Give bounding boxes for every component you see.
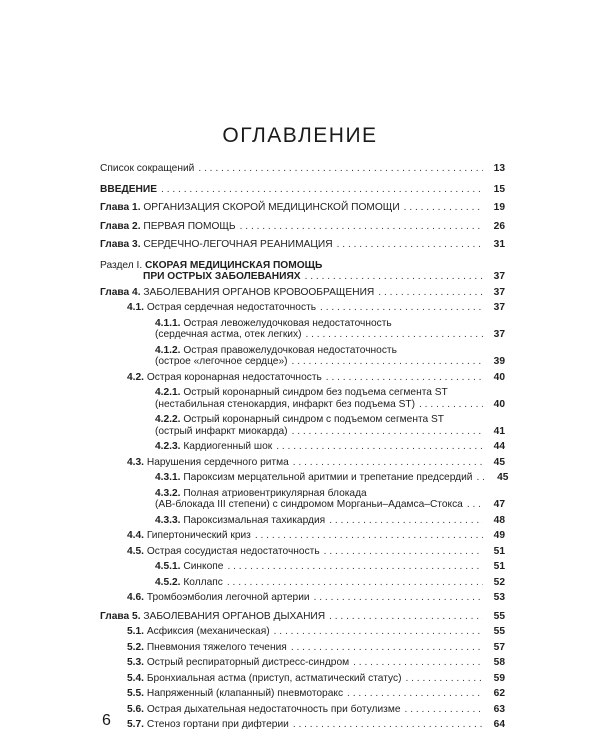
toc-entry — [100, 546, 505, 558]
toc-entry-text: Острая коронарная недостаточность — [146, 371, 322, 383]
toc-entry-text: Острый респираторный дистресс-синдром — [146, 657, 350, 668]
toc-entry-number: Глава 4. — [100, 286, 141, 298]
toc-entry — [100, 592, 505, 604]
toc-entry-text: Напряженный (клапанный) пневмоторакс — [146, 688, 344, 699]
toc-entry — [100, 704, 505, 716]
toc-entry-text: Коллапс — [183, 576, 223, 588]
page-title: ОГЛАВЛЕНИЕ — [222, 124, 378, 147]
toc-entry-text: Гипертонический криз — [146, 530, 251, 541]
toc-entry-text: Нарушения сердечного ритма — [146, 456, 289, 468]
toc-entry — [100, 163, 505, 175]
toc-page-number: 37 — [493, 302, 505, 313]
leader-dots — [291, 642, 483, 654]
toc-entry-text-continued: (нестабильная стенокардия, инфаркт без подъема ST) — [155, 398, 415, 410]
toc-entry-text: Асфиксия (механическая) — [146, 626, 270, 637]
toc-entry-text: ЗАБОЛЕВАНИЯ ОРГАНОВ ДЫХАНИЯ — [143, 610, 326, 622]
toc-entry — [100, 673, 505, 685]
leader-dots — [324, 546, 483, 558]
leader-dots — [274, 626, 483, 638]
page-number: 6 — [102, 712, 111, 729]
toc-page-number: 45 — [497, 472, 509, 483]
leader-dots — [329, 515, 483, 527]
toc-entry-text: Острая дыхательная недостаточность при ботулизме — [146, 703, 401, 715]
toc-page-number: 15 — [493, 183, 505, 195]
toc-entry-number: 4.2.1. — [155, 387, 181, 398]
toc-page-number: 51 — [493, 561, 505, 572]
toc-entry-text: Кардиогенный шок — [183, 441, 273, 452]
toc-entry — [100, 426, 505, 438]
toc-page-number: 47 — [493, 499, 505, 510]
leader-dots — [293, 719, 483, 731]
toc-page-number: 19 — [493, 202, 505, 213]
toc-page-number: 58 — [493, 657, 505, 668]
toc-entry — [100, 329, 505, 341]
toc-entry — [100, 472, 509, 484]
leader-dots — [276, 441, 483, 453]
toc-entry-number: 5.6. — [127, 703, 144, 715]
leader-dots — [314, 592, 483, 604]
toc-entry-number: 4.1.1. — [155, 317, 181, 329]
table-of-contents — [100, 163, 509, 731]
toc-page-number: 52 — [493, 576, 505, 588]
toc-entry-number: 4.1. — [127, 302, 144, 313]
toc-entry — [100, 221, 505, 233]
toc-entry-text: ПЕРВАЯ ПОМОЩЬ — [143, 220, 236, 232]
toc-entry-text: Тромбоэмболия легочной артерии — [146, 592, 310, 603]
toc-entry — [100, 457, 505, 469]
toc-page-number: 40 — [493, 398, 505, 410]
toc-entry-text: СКОРАЯ МЕДИЦИНСКАЯ ПОМОЩЬ — [145, 259, 323, 271]
leader-dots — [404, 202, 483, 214]
toc-entry-text: Острая сердечная недостаточность — [146, 302, 317, 313]
toc-entry-number: 5.7. — [127, 719, 144, 730]
leader-dots — [347, 688, 483, 700]
toc-entry — [100, 642, 505, 654]
toc-page-number: 13 — [493, 163, 505, 174]
toc-entry-text: Пароксизмальная тахикардия — [183, 514, 326, 526]
toc-page-number: 63 — [493, 703, 505, 715]
leader-dots — [476, 472, 486, 484]
toc-entry-text-continued: (острый инфаркт миокарда) — [155, 425, 288, 437]
toc-entry-number: 4.3.3. — [155, 514, 181, 526]
toc-entry-number: 4.5. — [127, 545, 144, 557]
toc-entry-first-line — [100, 318, 505, 330]
leader-dots — [353, 657, 483, 669]
toc-entry — [100, 441, 505, 453]
leader-dots — [161, 184, 483, 196]
toc-entry-number: 5.3. — [127, 657, 144, 668]
toc-entry-text: Острая сосудистая недостаточность — [146, 545, 320, 557]
toc-entry — [100, 372, 505, 384]
toc-entry-text: Полная атриовентрикулярная блокада — [183, 487, 367, 499]
toc-entry — [100, 184, 505, 196]
toc-entry-first-line — [100, 488, 505, 500]
toc-page-number: 53 — [493, 592, 505, 603]
toc-entry — [100, 356, 505, 368]
toc-entry — [100, 302, 505, 314]
toc-page-number: 37 — [493, 286, 505, 298]
leader-dots — [292, 356, 483, 368]
toc-entry-number: 4.5.2. — [155, 576, 181, 588]
toc-entry — [100, 202, 505, 214]
toc-entry-number: 4.2. — [127, 371, 144, 383]
toc-entry-number: 4.4. — [127, 530, 144, 541]
toc-entry-number: 4.3. — [127, 456, 144, 468]
leader-dots — [255, 530, 483, 542]
toc-entry-first-line — [100, 345, 505, 357]
toc-entry-first-line — [100, 387, 505, 399]
toc-entry-number: Глава 2. — [100, 220, 141, 232]
toc-entry — [100, 515, 505, 527]
toc-entry — [100, 271, 505, 283]
toc-entry-text: Пневмония тяжелого течения — [146, 641, 287, 653]
toc-entry-number: 4.1.2. — [155, 344, 181, 356]
toc-entry-number: 5.4. — [127, 672, 144, 684]
toc-entry-number: 5.1. — [127, 626, 144, 637]
toc-page-number: 62 — [493, 688, 505, 699]
leader-dots — [227, 561, 483, 573]
toc-page-number: 26 — [493, 220, 505, 232]
toc-entry — [100, 688, 505, 700]
toc-page-number: 39 — [493, 356, 505, 367]
leader-dots — [305, 329, 483, 341]
toc-entry — [100, 239, 505, 251]
toc-page-number: 37 — [493, 271, 505, 282]
toc-entry-text-continued: (острое «легочное сердце») — [155, 356, 288, 367]
toc-section-heading — [100, 260, 505, 272]
toc-entry-number: 4.6. — [127, 592, 144, 603]
toc-entry-number: Раздел I. — [100, 259, 143, 271]
leader-dots — [337, 239, 483, 251]
leader-dots — [405, 704, 483, 716]
toc-entry-number: Глава 3. — [100, 239, 141, 250]
toc-page-number: 57 — [493, 641, 505, 653]
toc-entry — [100, 561, 505, 573]
toc-entry-number: 4.2.3. — [155, 441, 181, 452]
leader-dots — [198, 163, 483, 175]
toc-entry-text-continued: (сердечная астма, отек легких) — [155, 329, 302, 340]
leader-dots — [467, 499, 483, 511]
leader-dots — [419, 399, 483, 411]
leader-dots — [292, 426, 483, 438]
toc-entry-number: Глава 5. — [100, 610, 141, 622]
toc-page-number: 55 — [493, 626, 505, 637]
toc-page-number: 44 — [493, 441, 505, 452]
toc-page-number: 51 — [493, 545, 505, 557]
leader-dots — [293, 457, 483, 469]
toc-page-number: 40 — [493, 371, 505, 383]
leader-dots — [240, 221, 483, 233]
toc-page-number: 59 — [493, 672, 505, 684]
toc-page-number: 64 — [493, 719, 505, 730]
toc-entry-text: Острый коронарный синдром с подъемом сегмента ST — [183, 414, 445, 425]
toc-entry — [100, 499, 505, 511]
toc-entry-text: Синкопе — [183, 561, 224, 572]
toc-entry-text-continued: (АВ-блокада III степени) с синдромом Морганьи–Адамса–Стокса — [155, 499, 463, 510]
toc-entry-number: 5.5. — [127, 688, 144, 699]
toc-entry — [100, 626, 505, 638]
leader-dots — [320, 302, 483, 314]
toc-entry-first-line — [100, 414, 505, 426]
toc-entry-text: Бронхиальная астма (приступ, астматический статус) — [146, 672, 402, 684]
leader-dots — [305, 271, 483, 283]
toc-entry — [100, 530, 505, 542]
toc-entry-number: 4.3.2. — [155, 487, 181, 499]
toc-entry-text-continued: ПРИ ОСТРЫХ ЗАБОЛЕВАНИЯХ — [143, 271, 301, 282]
toc-page-number: 48 — [493, 514, 505, 526]
toc-entry-number: Глава 1. — [100, 202, 141, 213]
leader-dots — [329, 611, 483, 623]
toc-entry-number: 5.2. — [127, 641, 144, 653]
toc-entry — [100, 399, 505, 411]
toc-entry — [100, 577, 505, 589]
toc-entry-text: ЗАБОЛЕВАНИЯ ОРГАНОВ КРОВООБРАЩЕНИЯ — [143, 286, 375, 298]
toc-entry-text: Список сокращений — [100, 163, 195, 174]
toc-entry — [100, 657, 505, 669]
toc-entry-number: 4.5.1. — [155, 561, 181, 572]
toc-entry-number: 4.3.1. — [155, 472, 181, 483]
leader-dots — [227, 577, 483, 589]
toc-page-number: 55 — [493, 610, 505, 622]
toc-entry-text: Острая правожелудочковая недостаточность — [183, 344, 397, 356]
toc-page-number: 45 — [493, 456, 505, 468]
leader-dots — [378, 287, 483, 299]
toc-entry — [100, 611, 505, 623]
toc-entry-text: СЕРДЕЧНО-ЛЕГОЧНАЯ РЕАНИМАЦИЯ — [143, 239, 333, 250]
toc-entry-text: ВВЕДЕНИЕ — [100, 183, 158, 195]
toc-entry-text: Стеноз гортани при дифтерии — [146, 719, 289, 730]
leader-dots — [405, 673, 483, 685]
toc-entry — [100, 287, 505, 299]
toc-page-number: 41 — [493, 425, 505, 437]
toc-entry-number: 4.2.2. — [155, 414, 181, 425]
toc-entry-text: Острый коронарный синдром без подъема сегмента ST — [183, 387, 448, 398]
leader-dots — [326, 372, 483, 384]
toc-entry — [100, 719, 505, 731]
toc-page-number: 37 — [493, 329, 505, 340]
toc-page-number: 31 — [493, 239, 505, 250]
toc-page-number: 49 — [493, 530, 505, 541]
toc-entry-text: ОРГАНИЗАЦИЯ СКОРОЙ МЕДИЦИНСКОЙ ПОМОЩИ — [143, 202, 400, 213]
toc-entry-text: Острая левожелудочковая недостаточность — [183, 317, 392, 329]
toc-entry-text: Пароксизм мерцательной аритмии и трепетание предсердий — [183, 472, 473, 483]
